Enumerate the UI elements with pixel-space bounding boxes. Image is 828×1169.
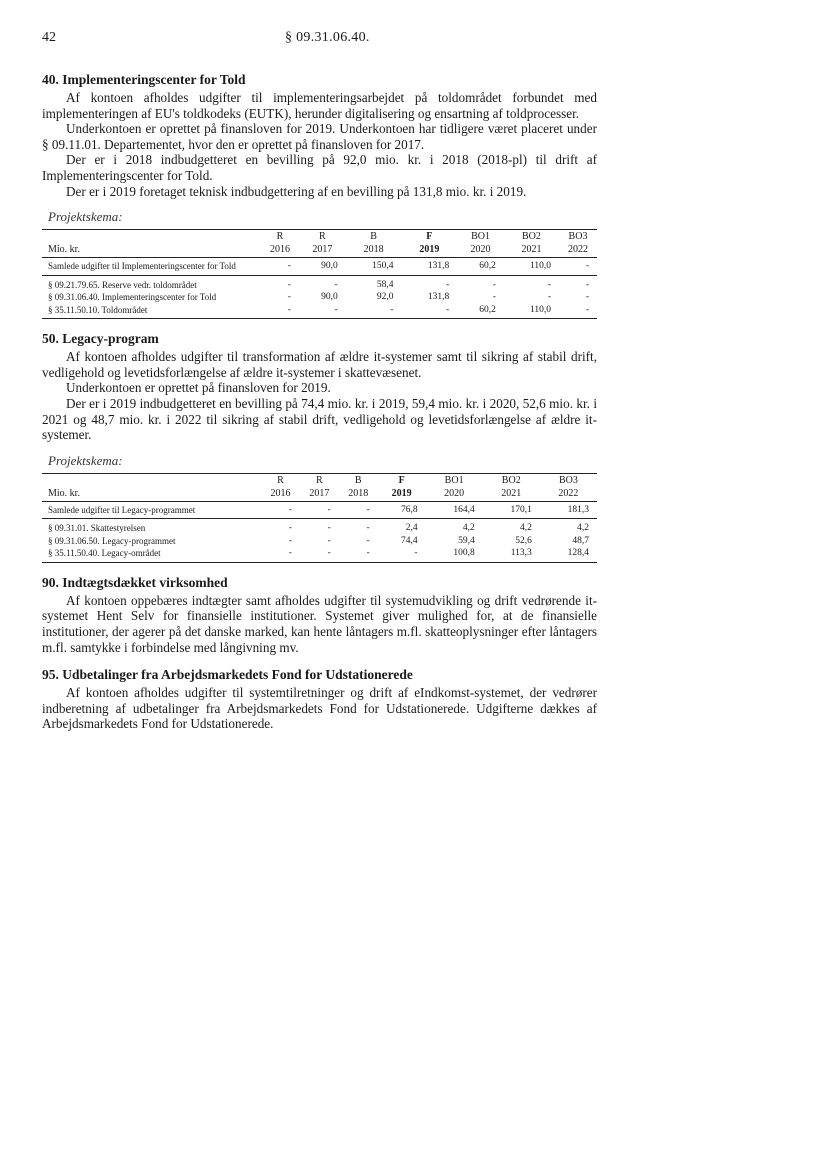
col-year: 2017 <box>299 243 346 258</box>
cell: 60,2 <box>457 304 504 319</box>
col-type: BO1 <box>426 473 483 487</box>
section-90 <box>42 575 597 655</box>
cell: 170,1 <box>483 501 540 519</box>
cell: - <box>288 523 292 534</box>
cell: 74,4 <box>400 535 418 546</box>
cell: - <box>287 279 291 290</box>
col-year: 2016 <box>261 243 299 258</box>
col-year: 2018 <box>339 487 378 502</box>
table-row <box>42 519 597 535</box>
row-label: Samlede udgifter til Implementeringscenter for Told <box>42 258 261 276</box>
cell: - <box>366 535 370 546</box>
cell: 59,4 <box>458 535 475 546</box>
cell: - <box>492 279 496 290</box>
paragraph: Underkontoen er oprettet på finansloven for 2019. <box>66 380 331 396</box>
cell: - <box>585 292 589 303</box>
cell: 4,2 <box>577 523 589 534</box>
row-label: § 09.31.06.40. Implementeringscenter for Told <box>48 292 217 303</box>
row-label: § 09.31.06.50. Legacy-programmet <box>48 535 176 546</box>
cell: 90,0 <box>299 258 346 276</box>
cell: - <box>559 304 597 319</box>
cell: - <box>327 523 331 534</box>
table-label: Projektskema: <box>48 452 123 468</box>
cell: 164,4 <box>426 501 483 519</box>
cell: 110,0 <box>504 258 559 276</box>
section-heading: 50. Legacy-program <box>42 331 159 347</box>
cell: - <box>261 304 299 319</box>
cell: 4,2 <box>519 523 532 534</box>
paragraph: Af kontoen afholdes udgifter til transformation af ældre it-systemer samt til sikring af stabil drift, vedligehold og levetidsforlængelse af ældre it-systemer i skattevæsenet. <box>42 349 597 380</box>
col-year: 2021 <box>483 487 540 502</box>
cell: - <box>401 304 457 319</box>
cell: - <box>300 547 339 562</box>
cell: 76,8 <box>378 501 426 519</box>
col-type: R <box>300 473 339 487</box>
section-heading: 40. Implementeringscenter for Told <box>42 72 246 87</box>
table-row <box>42 304 597 319</box>
col-year: 2018 <box>346 243 402 258</box>
cell: 92,0 <box>376 292 394 303</box>
row-label: Samlede udgifter til Legacy-programmet <box>42 501 261 519</box>
cell: - <box>334 279 338 290</box>
section-heading: 95. Udbetalinger fra Arbejdsmarkedets Fond for Udstationerede <box>42 667 413 683</box>
table-row <box>42 275 597 291</box>
section-95 <box>42 667 597 732</box>
table-row <box>42 291 597 304</box>
col-year: 2021 <box>504 243 559 258</box>
col-type: BO3 <box>559 230 597 244</box>
page-number: 42 <box>42 30 56 45</box>
paragraph: Der er i 2019 indbudgetteret en bevilling på 74,4 mio. kr. i 2019, 59,4 mio. kr. i 2020, 52,6 mio. kr. i 2021 og 48,7 mio. kr. i 2022 til sikring af stabil drift, vedligehold og levetidsforlængelse af ældre it- systemer. <box>42 395 597 443</box>
unit-label: Mio. kr. <box>42 243 261 258</box>
col-type: F <box>378 473 426 487</box>
cell: 90,0 <box>321 292 338 303</box>
paragraph: Af kontoen afholdes udgifter til systemtilretninger og drift af eIndkomst-systemet, der vedrører indberetning af udbetalinger fra Arbejdsmarkedets Fond for Udstationerede. Udgifterne dækkes af Arbejdsmarkedets Fond for Udstationerede. <box>42 685 597 732</box>
page-content <box>42 72 597 744</box>
section-heading: 90. Indtægtsdækket virksomhed <box>42 574 228 590</box>
cell: 60,2 <box>457 258 504 276</box>
paragraph: Der er i 2019 foretaget teknisk indbudgettering af en bevilling på 131,8 mio. kr. i 2019. <box>66 183 527 199</box>
cell: 110,0 <box>504 304 559 319</box>
cell: - <box>300 501 339 519</box>
col-type: BO1 <box>457 230 504 244</box>
col-type: BO3 <box>540 473 597 487</box>
cell: - <box>547 279 552 290</box>
cell: 100,8 <box>426 547 483 562</box>
col-type: BO2 <box>483 473 540 487</box>
cell: 150,4 <box>346 258 402 276</box>
cell: 2,4 <box>405 523 418 534</box>
cell: - <box>446 279 450 290</box>
project-table-40 <box>42 229 597 319</box>
col-year: 2017 <box>300 487 339 502</box>
col-type: BO2 <box>504 230 559 244</box>
cell: - <box>261 547 300 562</box>
col-type: B <box>339 473 378 487</box>
row-label: § 09.21.79.65. Reserve vedr. toldområdet <box>48 279 197 290</box>
cell: - <box>299 304 346 319</box>
row-label: § 09.31.01. Skattestyrelsen <box>48 523 146 534</box>
col-year: 2019 <box>378 487 426 502</box>
cell: - <box>366 523 370 534</box>
col-type: F <box>401 230 457 244</box>
page-header <box>42 30 598 50</box>
table-row <box>42 547 597 562</box>
col-year: 2022 <box>540 487 597 502</box>
table-label: Projektskema: <box>48 209 123 225</box>
table-row-total <box>42 501 597 519</box>
cell: - <box>287 292 291 303</box>
cell: - <box>378 547 426 562</box>
cell: - <box>339 547 378 562</box>
cell: - <box>547 292 552 303</box>
cell: - <box>559 258 597 276</box>
paragraph: Der er i 2018 indbudgetteret en bevilling på 92,0 mio. kr. i 2018 (2018-pl) til drift af Implementeringscenter for Told. <box>42 152 597 183</box>
paragraph: Af kontoen oppebæres indtægter samt afholdes udgifter til systemudvikling og drift vedrørende it-systemet Hent Selv for finansielle institutioner. Systemet giver mulighed for, at de finansielle institutioner, der agerer på det danske marked, kan hente låntagers m.fl. skatteoplysninger efter låntagers m.fl. samtykke i forbindelse med långivning mv. <box>42 592 597 655</box>
project-table-50 <box>42 473 597 563</box>
paragraph: Underkontoen er oprettet på finansloven for 2019. Underkontoen har tidligere været placeret under § 09.11.01. Departementet, hvor den er oprettet på finansloven for 2017. <box>42 121 597 152</box>
cell: - <box>327 535 331 546</box>
cell: 131,8 <box>427 292 450 303</box>
cell: - <box>339 501 378 519</box>
table-row <box>42 535 597 548</box>
cell: 181,3 <box>540 501 597 519</box>
col-year: 2020 <box>426 487 483 502</box>
section-50 <box>42 331 597 563</box>
cell: 48,7 <box>572 535 589 546</box>
col-year: 2022 <box>559 243 597 258</box>
col-type: B <box>346 230 402 244</box>
row-label: § 35.11.50.10. Toldområdet <box>42 304 261 319</box>
paragraph: Af kontoen afholdes udgifter til implementeringsarbejdet på toldområdet forbundet med implementeringen af EU's toldkodeks (EUTK), herunder digitalisering og ensartning af toldprocesser. <box>42 90 597 121</box>
cell: 4,2 <box>462 523 475 534</box>
col-year: 2019 <box>401 243 457 258</box>
row-label: § 35.11.50.40. Legacy-området <box>42 547 261 562</box>
col-year: 2020 <box>457 243 504 258</box>
cell: - <box>261 258 299 276</box>
section-40 <box>42 72 597 319</box>
cell: 128,4 <box>540 547 597 562</box>
cell: - <box>288 535 292 546</box>
cell: - <box>261 501 300 519</box>
unit-label: Mio. kr. <box>42 487 261 502</box>
cell: 52,6 <box>515 535 532 546</box>
col-year: 2016 <box>261 487 300 502</box>
table-row-total <box>42 258 597 276</box>
cell: - <box>346 304 402 319</box>
cell: - <box>492 292 496 303</box>
col-type: R <box>299 230 346 244</box>
cell: - <box>585 279 589 290</box>
cell: 131,8 <box>401 258 457 276</box>
cell: 58,4 <box>376 279 394 290</box>
page-section-ref: § 09.31.06.40. <box>285 30 370 45</box>
col-type: R <box>261 473 300 487</box>
cell: 113,3 <box>483 547 540 562</box>
col-type: R <box>261 230 299 244</box>
